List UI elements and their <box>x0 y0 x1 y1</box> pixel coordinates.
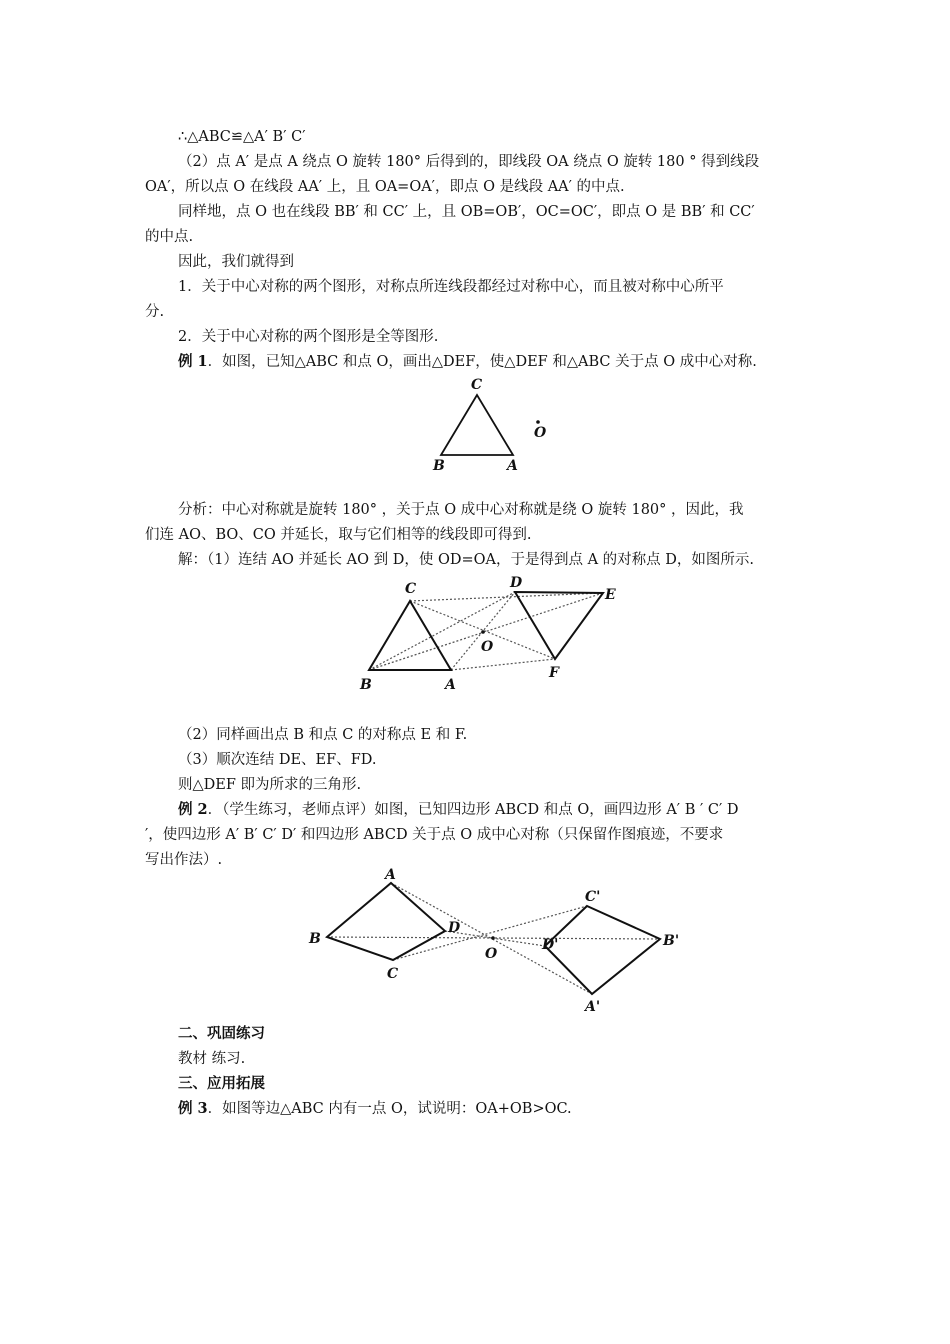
label-d-prime: D' <box>542 937 559 953</box>
label-a: A <box>445 677 456 693</box>
label-e: E <box>605 587 616 603</box>
quadrilateral-a2b2c2d2 <box>545 906 660 994</box>
text-line: 的中点. <box>145 229 194 245</box>
text-line: 分. <box>145 304 165 320</box>
triangle-def <box>515 592 603 659</box>
label-c: C <box>405 581 417 597</box>
example-label: 例 3 <box>178 1100 208 1117</box>
example-1 <box>178 352 810 372</box>
label-c: C <box>387 966 399 982</box>
label-b: B <box>433 458 445 474</box>
text-line: 2．关于中心对称的两个图形是全等图形. <box>178 329 439 345</box>
label-b: B <box>309 931 321 947</box>
label-b-prime: B' <box>663 933 680 949</box>
text-line: 分析：中心对称就是旋转 180° ，关于点 O 成中心对称就是绕 O 旋转 180° ，因此，我 <box>178 502 744 518</box>
text-line: 同样地，点 O 也在线段 BB′ 和 CC′ 上，且 OB=OB′，OC=OC′，即点 O 是 BB′ 和 CC′ <box>178 204 755 220</box>
label-c-prime: C' <box>585 889 601 905</box>
label-d: D <box>510 575 523 591</box>
label-a: A <box>507 458 518 474</box>
text-line: 们连 AO、BO、CO 并延长，取与它们相等的线段即可得到. <box>145 527 532 543</box>
text-line: 1．关于中心对称的两个图形，对称点所连线段都经过对称中心，而且被对称中心所平 <box>178 279 724 295</box>
point-o <box>491 936 495 940</box>
triangle-abc <box>441 395 513 455</box>
quadrilateral-abcd <box>327 883 445 960</box>
text-line: （3）顺次连结 DE、EF、FD. <box>178 752 377 768</box>
label-a-prime: A' <box>585 999 601 1015</box>
point-o <box>481 630 485 634</box>
example-2 <box>178 800 810 820</box>
example-text: ．（学生练习，老师点评）如图，已知四边形 ABCD 和点 O，画四边形 A′ B ′ C′ D <box>207 802 739 818</box>
text-line: ′，使四边形 A′ B′ C′ D′ 和四边形 ABCD 关于点 O 成中心对称（只保留作图痕迹，不要求 <box>145 827 724 843</box>
example-text: ．如图等边△ABC 内有一点 O，试说明：OA+OB>OC. <box>207 1101 572 1117</box>
dotted-construction-lines <box>369 592 603 670</box>
text-line: OA′，所以点 O 在线段 AA′ 上，且 OA=OA′，即点 O 是线段 AA′ 的中点. <box>145 179 625 195</box>
label-d: D <box>448 920 461 936</box>
label-f: F <box>549 665 559 681</box>
text-line: （2）点 A′ 是点 A 绕点 O 旋转 180° 后得到的，即线段 OA 绕点 O 旋转 180 ° 得到线段 <box>178 154 760 170</box>
label-o: O <box>534 425 547 441</box>
label-c: C <box>471 377 483 393</box>
label-o: O <box>485 946 498 962</box>
figure-symmetric-triangles <box>355 575 625 695</box>
section-heading: 二、巩固练习 <box>178 1025 265 1042</box>
text-line: 教材 练习. <box>178 1051 246 1067</box>
section-heading: 三、应用拓展 <box>178 1075 265 1092</box>
text-line: ∴△ABC≌△A′ B′ C′ <box>178 129 306 145</box>
figure-triangle-abc <box>425 373 555 475</box>
label-o: O <box>481 639 494 655</box>
figure-symmetric-quadrilaterals <box>305 866 690 1016</box>
text-line: 则△DEF 即为所求的三角形. <box>178 777 362 793</box>
example-label: 例 2 <box>178 801 208 818</box>
example-3 <box>178 1099 810 1119</box>
label-a: A <box>385 867 396 883</box>
text-line: 解：（1）连结 AO 并延长 AO 到 D，使 OD=OA，于是得到点 A 的对称点 D，如图所示. <box>178 552 755 568</box>
text-line: （2）同样画出点 B 和点 C 的对称点 E 和 F. <box>178 727 468 743</box>
example-label: 例 1 <box>178 353 208 370</box>
label-b: B <box>360 677 372 693</box>
point-o <box>536 420 540 424</box>
triangle-abc <box>369 601 451 670</box>
example-text: ．如图，已知△ABC 和点 O，画出△DEF，使△DEF 和△ABC 关于点 O 成中心对称. <box>207 354 757 370</box>
text-line: 因此，我们就得到 <box>178 254 294 270</box>
text-line: 写出作法）. <box>145 852 223 868</box>
